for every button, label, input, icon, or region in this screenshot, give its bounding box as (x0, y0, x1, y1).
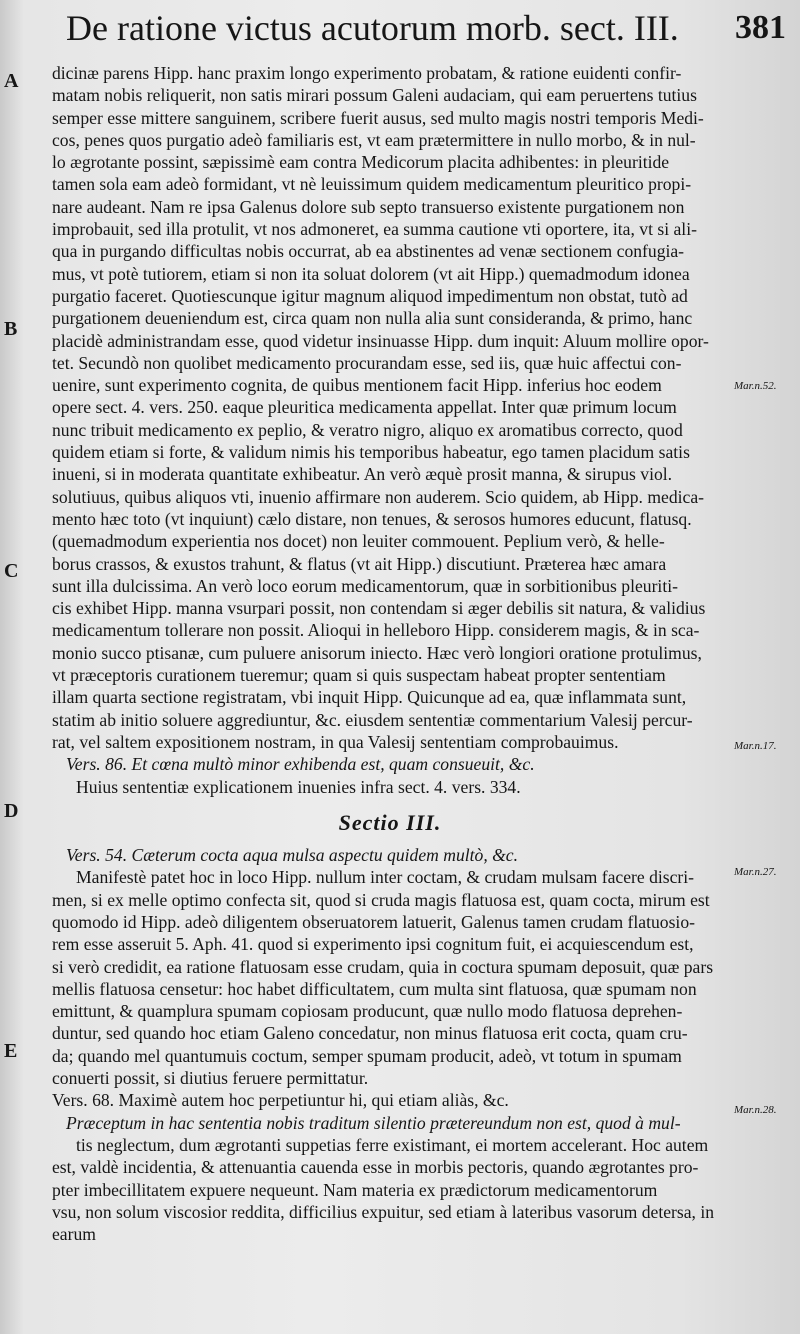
verse-paragraph (52, 844, 728, 1112)
verse-lemma: Præceptum in hac sententia nobis traditum silentio prætereundum non est, quod à mul- (66, 1112, 681, 1133)
text-line: semper esse mittere sanguinem, scribere fuerit ausus, sed multo magis nostri temporis Medi- (52, 107, 704, 128)
text-line: duntur, sed quando hoc etiam Galeno concedatur, non minus flatuosa erit cocta, quam cru- (52, 1023, 688, 1044)
text-line: mento hæc toto (vt inquiunt) cælo distare, non tenues, & serosos humores educunt, flatusq. (52, 508, 692, 529)
margin-note: Mar.n.17. (734, 740, 777, 752)
text-line: emittunt, & quamplura spumam copiosam producunt, quæ nullo modo flatuosa deprehen- (52, 1001, 683, 1022)
text-line: qua in purgando difficultas nobis occurrat, ab ea abstinentes ad venæ sectionem confugia- (52, 241, 685, 262)
section-heading: Sectio III. (338, 809, 442, 835)
text-line: statim ab initio soluere aggrediuntur, &c. eiusdem sententiæ commentarium Valesij percur- (52, 709, 693, 730)
text-body (52, 62, 728, 1245)
text-line: mellis flatuosa censetur: hoc habet difficultatem, cum multa sint flatuosa, quæ spumam non (52, 978, 697, 999)
side-marker-a: A (4, 70, 19, 92)
text-line: tis neglectum, dum ægrotanti suppetias ferre existimant, ei mortem accelerant. Hoc autem (76, 1134, 709, 1155)
text-line: dicinæ parens Hipp. hanc praxim longo experimento probatam, & ratione euidenti confir- (52, 63, 682, 83)
text-line: Vers. 68. Maximè autem hoc perpetiuntur hi, qui etiam aliàs, &c. (52, 1090, 509, 1111)
verse-paragraph (52, 753, 728, 798)
text-line: placidè administrandam esse, quod videtur insinuasse Hipp. dum inquit: Aluum mollire opor- (52, 330, 709, 351)
verse-paragraph (52, 1112, 728, 1246)
text-line: lo ægrotante possint, sæpissimè eam contra Medicorum placita adhibentes: in pleuritide (52, 152, 670, 173)
side-marker-b: B (4, 318, 18, 340)
text-line: borus crassos, & exustos trahunt, & flatus (vt ait Hipp.) discutiunt. Præterea hæc amara (52, 553, 667, 574)
text-line: pter imbecillitatem expuere nequeunt. Nam materia ex prædictorum medicamentorum (52, 1179, 658, 1200)
text-line: quomodo id Hipp. adeò diligentem obseruatorem latuerit, Galenus tamen crudam flatuosio- (52, 911, 695, 932)
text-line: quidem etiam si forte, & validum nimis his temporibus habeatur, ego tamen placidum satis (52, 442, 690, 463)
side-marker-d: D (4, 800, 19, 822)
margin-note: Mar.n.28. (734, 1104, 777, 1116)
text-line: inueni, si in moderata quantitate exhibeatur. An verò æquè prosit manna, & sirupus viol. (52, 464, 673, 485)
text-line: opere sect. 4. vers. 250. eaque pleuritica medicamenta appellat. Inter quæ primum locum (52, 397, 677, 418)
text-line: conuerti possit, si diutius feruere permittatur. (52, 1068, 369, 1089)
text-line: vt præceptoris curationem tueremur; quam si quis suspectam habeat propter sententiam (52, 665, 666, 686)
text-line: earum (52, 1224, 96, 1245)
text-line: mus, vt potè tutiorem, etiam si non ita soluat dolorem (vt ait Hipp.) quemadmodum idonea (52, 263, 690, 284)
margin-note: Mar.n.52. (734, 380, 777, 392)
running-header (66, 8, 786, 48)
text-line: rem esse asseruit 5. Aph. 41. quod si experimento ipsi cognitum fuit, ei acquiescendum est, (52, 934, 694, 955)
text-line: nare audeant. Nam re ipsa Galenus dolore sub septo transuerso existente purgationem non (52, 196, 685, 217)
verse-lemma: Vers. 54. Cæterum cocta aqua mulsa aspectu quidem multò, &c. (66, 845, 519, 866)
text-line: cos, penes quos purgatio adeò familiaris est, vt eam prætermittere in nullo morbo, & in nul- (52, 129, 696, 150)
page-number: 381 (735, 9, 786, 46)
text-line: matam nobis reliquerit, non satis mirari possum Galeni audaciam, qui eam peruertens tutius (52, 85, 697, 106)
margin-note: Mar.n.27. (734, 866, 777, 878)
side-marker-e: E (4, 1040, 18, 1062)
text-line: improbauit, sed illa protulit, vt nos admoneret, ea summa cautione vti oportere, ita, vt si ali- (52, 219, 697, 240)
text-line: purgationem deueniendum est, circa quam non nulla alia sunt consideranda, & primo, hanc (52, 308, 693, 329)
text-line: tamen sola eam adeò formidant, vt nè leuissimum quidem medicamentum pleuritico propi- (52, 174, 692, 195)
text-line: Manifestè patet hoc in loco Hipp. nullum inter coctam, & crudam mulsam facere discri- (76, 867, 695, 888)
text-line: tet. Secundò non quolibet medicamento procurandam esse, sed iis, quæ huic affectui con- (52, 352, 682, 373)
text-line: si verò credidit, ea ratione flatuosam esse crudam, quia in coctura spumam deposuit, quæ pars (52, 956, 714, 977)
text-line: (quemadmodum experientia nos docet) non leuiter commouent. Peplium verò, & helle- (52, 531, 665, 552)
text-line: uenire, sunt experimento cognita, de quibus mentionem facit Hipp. inferius hoc eodem (52, 375, 662, 396)
side-marker-c: C (4, 560, 19, 582)
text-line: da; quando mel quantumuis coctum, semper spumam producit, adeò, vt totum in spumam (52, 1045, 682, 1066)
paragraph (52, 62, 728, 753)
text-line: vsu, non solum viscosior reddita, difficilius expuitur, sed etiam à lateribus vasorum detersa, in (52, 1201, 715, 1222)
header-title: De ratione victus acutorum morb. sect. III. (66, 8, 679, 48)
text-line: rat, vel saltem expositionem nostram, in qua Valesij sententiam comprobauimus. (52, 731, 619, 752)
text-line: nunc tribuit medicamento ex peplio, & veratro nigro, aliquo ex aromatibus correcto, quod (52, 419, 683, 440)
text-line: solutiuus, quibus aliquos vti, inuenio affirmare non auderem. Scio quidem, ab Hipp. medica- (52, 486, 704, 507)
text-line: sunt illa dulcissima. An verò loco eorum medicamentorum, quæ in sorbitionibus pleuriti- (52, 575, 678, 596)
text-line: cis exhibet Hipp. manna vsurpari possit, non contendam si æger debilis sit natura, & validius (52, 598, 706, 619)
text-line: medicamentum tollerare non possit. Alioqui in helleboro Hipp. considerem magis, & in sca- (52, 620, 700, 641)
text-line: Huius sententiæ explicationem inuenies infra sect. 4. vers. 334. (76, 776, 521, 797)
verse-lemma: Vers. 86. Et cœna multò minor exhibenda est, quam consueuit, &c. (66, 754, 535, 775)
text-line: purgatio faceret. Quotiescunque igitur magnum aliquod impedimentum non obstat, tutò ad (52, 285, 688, 306)
text-line: monio succo ptisanæ, cum puluere anisorum iniecto. Hæc verò longiori oratione protulimus, (52, 642, 702, 663)
text-line: men, si ex melle optimo confecta sit, quod si cruda magis flatuosa est, quam cocta, mirum est (52, 889, 710, 910)
text-line: illam quarta sectione registratam, vbi inquit Hipp. Quicunque ad ea, quæ inflammata sunt, (52, 687, 687, 708)
text-line: est, valdè incidentia, & attenuantia cauenda esse in morbis pectoris, quando ægrotantes pro- (52, 1157, 699, 1178)
